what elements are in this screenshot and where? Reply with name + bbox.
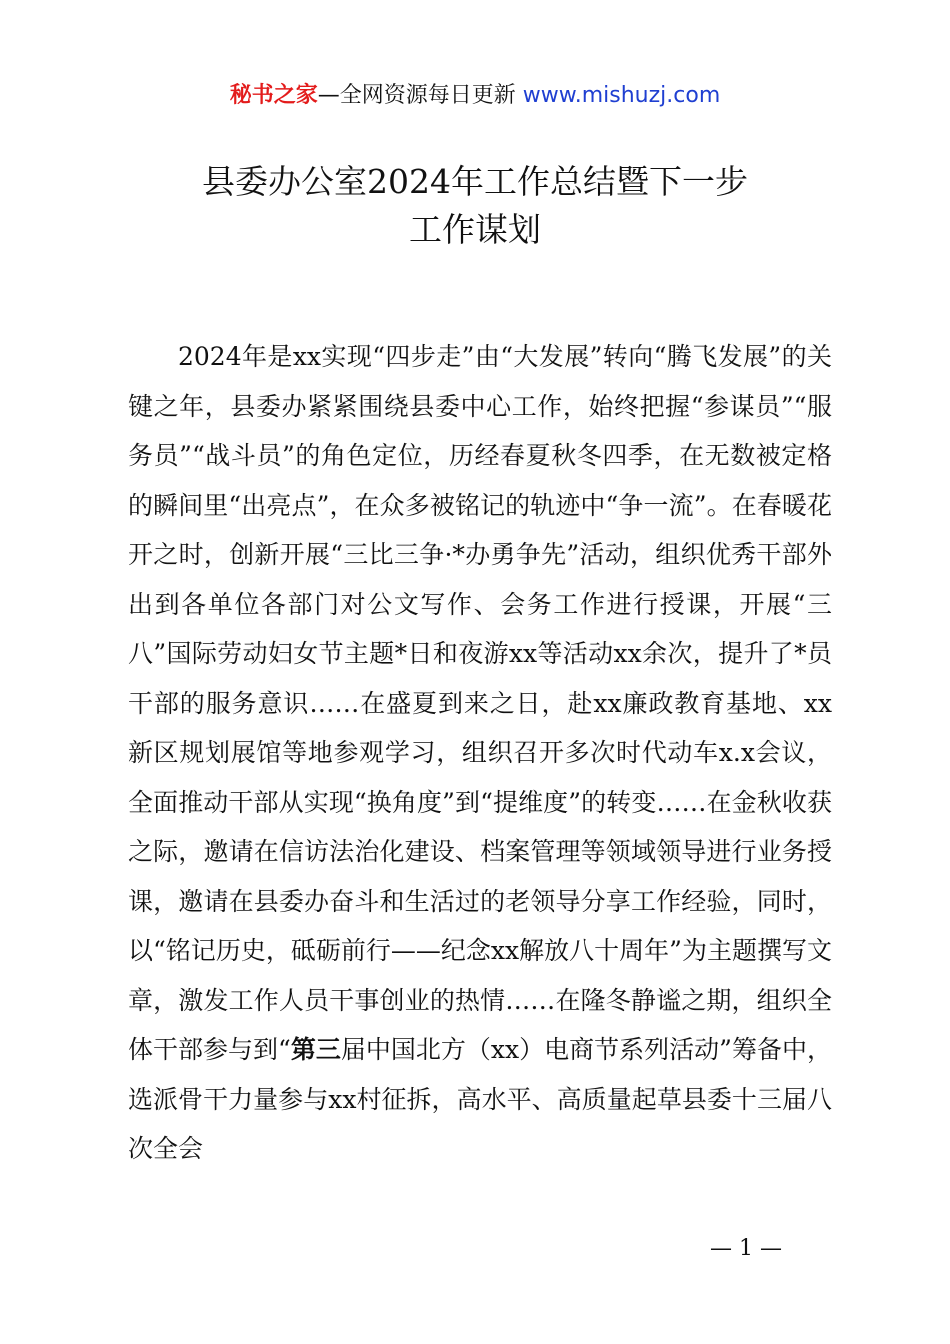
site-tagline: —全网资源每日更新 [317, 83, 516, 108]
site-header-banner [0, 80, 950, 112]
body-paragraph [128, 332, 832, 1174]
paragraph-text-part-2: 届中国北方（xx）电商节系列活动”筹备中，选派骨干力量参与xx村征拆，高水平、高质量起草县委十三届八次全会 [128, 1035, 832, 1163]
document-title [0, 158, 950, 254]
document-title-line-1: 县委办公室2024年工作总结暨下一步 [202, 162, 748, 201]
brand-name: 秘书之家 [229, 83, 318, 108]
page-number: — 1 — [710, 1236, 782, 1261]
document-title-line-2: 工作谋划 [409, 210, 541, 249]
paragraph-bold-text: 第三 [290, 1035, 341, 1064]
site-url-link[interactable]: www.mishuzj.com [522, 83, 721, 108]
paragraph-text-part-1: 2024年是xx实现“四步走”由“大发展”转向“腾飞发展”的关键之年，县委办紧紧围绕县委中心工作，始终把握“参谋员”“服务员”“战斗员”的角色定位，历经春夏秋冬四季，在无数被定格的瞬间里“出亮点”，在众多被铭记的轨迹中“争一流”。在春暖花开之时，创新开展“三比三争·*办勇争先”活动，组织优秀干部外出到各单位各部门对公文写作、会务工作进行授课，开展“三八”国际劳动妇女节主题*日和夜游xx等活动xx余次，提升了*员干部的服务意识……在盛夏到来之日，赴xx廉政教育基地、xx新区规划展馆等地参观学习，组织召开多次时代动车x.x会议，全面推动干部从实现“换角度”到“提维度”的转变……在金秋收获之际，邀请在信访法治化建设、档案管理等领域领导进行业务授课，邀请在县委办奋斗和生活过的老领导分享工作经验，同时，以“铭记历史，砥砺前行——纪念xx解放八十周年”为主题撰写文章，激发工作人员干事创业的热情……在隆冬静谧之期，组织全体干部参与到“ [128, 342, 832, 1064]
